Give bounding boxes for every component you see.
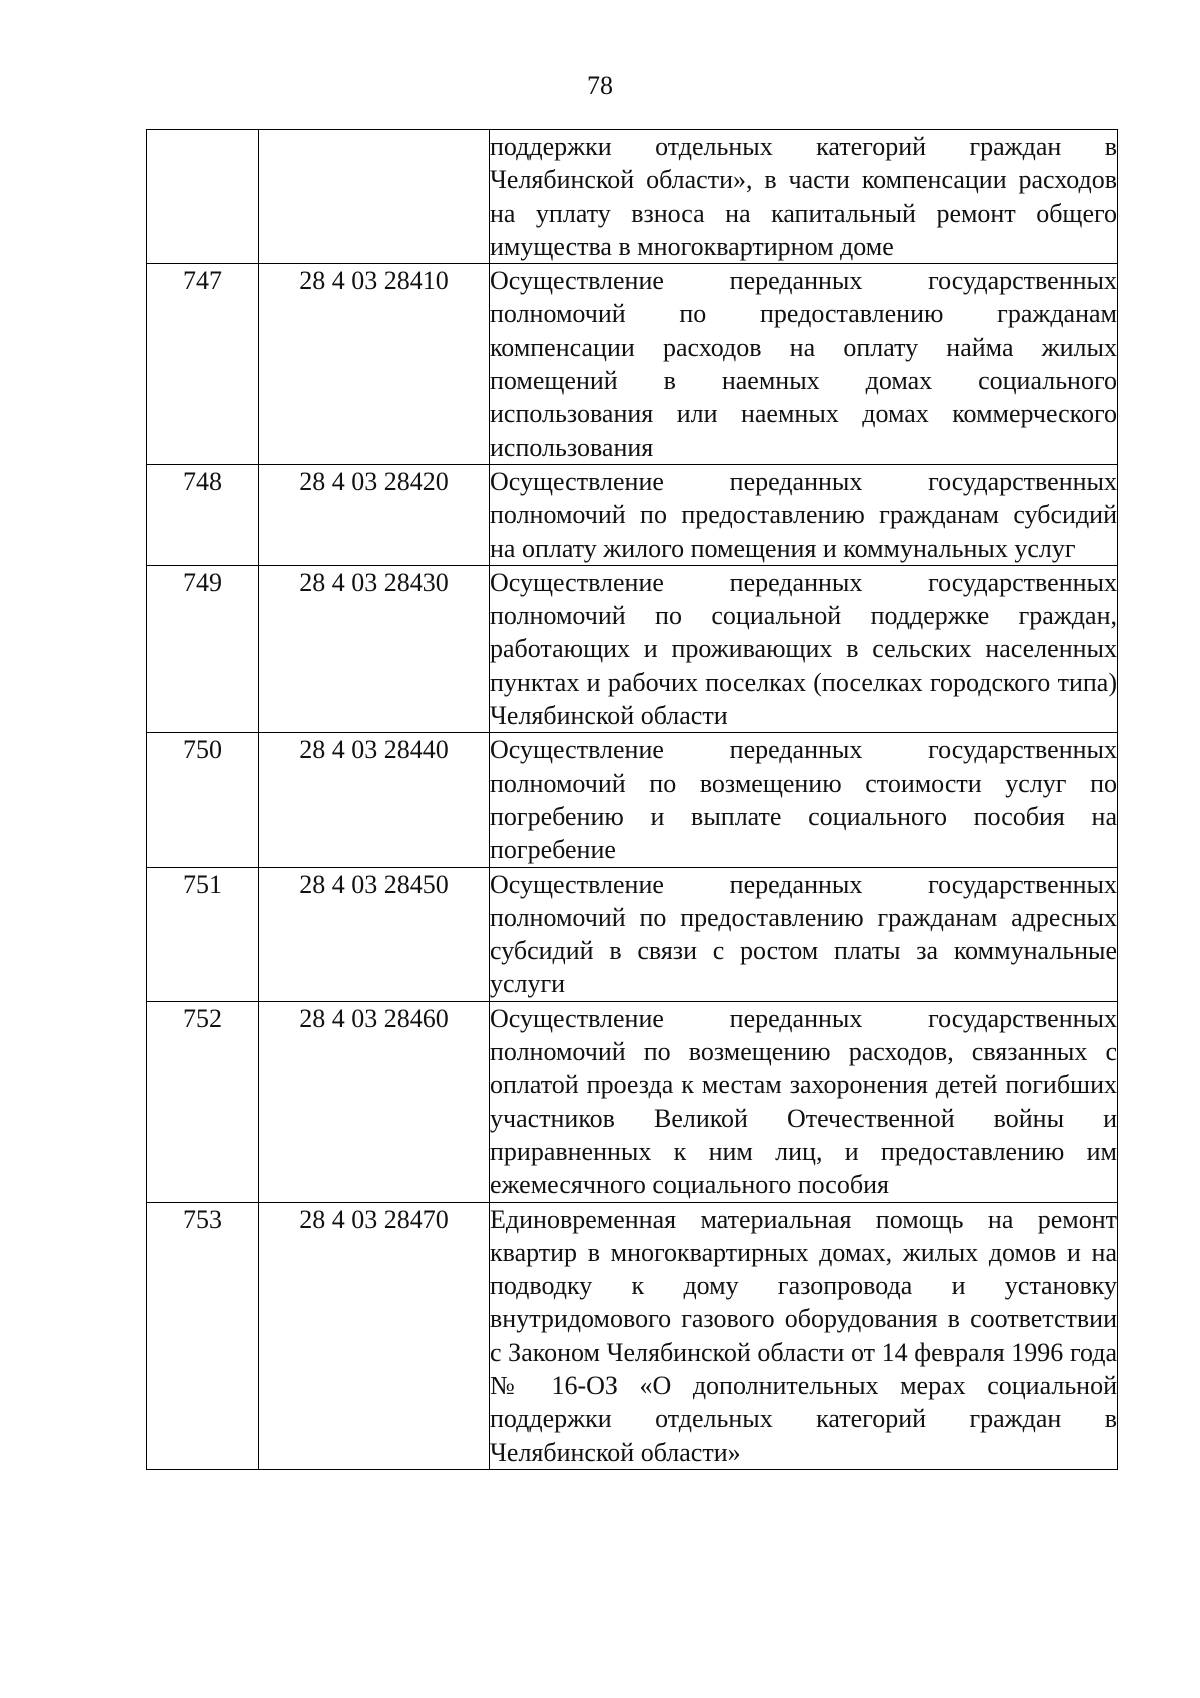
row-number-cell: 753 [147,1202,259,1469]
budget-code-cell: 28 4 03 28450 [259,867,490,1001]
budget-code-cell: 28 4 03 28440 [259,733,490,867]
row-number-cell: 748 [147,464,259,565]
row-number-cell: 751 [147,867,259,1001]
budget-code-cell [259,130,490,264]
row-number-cell: 750 [147,733,259,867]
description-cell: Осуществление переданных государственных полномочий по возмещению стоимости услуг по погребению и выплате социального пособия на погребение [490,733,1118,867]
row-number-cell: 749 [147,565,259,732]
table-row [147,1202,1118,1469]
table-row [147,867,1118,1001]
table-row [147,464,1118,565]
budget-code-cell: 28 4 03 28470 [259,1202,490,1469]
budget-code-cell: 28 4 03 28410 [259,264,490,465]
description-cell: Осуществление переданных государственных полномочий по предоставлению гражданам адресных субсидий в связи с ростом платы за коммунальные услуги [490,867,1118,1001]
description-cell: Осуществление переданных государственных полномочий по возмещению расходов, связанных с оплатой проезда к местам захоронения детей погибших участников Великой Отечественной войны и приравненных к ним лиц, и предоставлению им ежемесячного социального пособия [490,1001,1118,1202]
table-row [147,1001,1118,1202]
description-cell: Осуществление переданных государственных полномочий по предоставлению гражданам компенсации расходов на оплату найма жилых помещений в наемных домах социального использования или наемных домах коммерческого использования [490,264,1118,465]
description-cell: Осуществление переданных государственных полномочий по социальной поддержке граждан, работающих и проживающих в сельских населенных пунктах и рабочих поселках (поселках городского типа) Челябинской области [490,565,1118,732]
table-row [147,565,1118,732]
budget-code-cell: 28 4 03 28460 [259,1001,490,1202]
table-row [147,733,1118,867]
page-number: 78 [587,71,613,100]
budget-code-table [146,129,1118,1470]
table-row [147,130,1118,264]
table-row [147,264,1118,465]
row-number-cell: 747 [147,264,259,465]
description-cell: Единовременная материальная помощь на ремонт квартир в многоквартирных домах, жилых домов и на подводку к дому газопровода и установку внутридомового газового оборудования в соответствии с Законом Челябинской области от 14 февраля 1996 года № 16-ОЗ «О дополнительных мерах социальной поддержки отдельных категорий граждан в Челябинской области» [490,1202,1118,1469]
description-cell: поддержки отдельных категорий граждан в Челябинской области», в части компенсации расходов на уплату взноса на капитальный ремонт общего имущества в многоквартирном доме [490,130,1118,264]
row-number-cell [147,130,259,264]
budget-code-cell: 28 4 03 28420 [259,464,490,565]
row-number-cell: 752 [147,1001,259,1202]
budget-code-cell: 28 4 03 28430 [259,565,490,732]
description-cell: Осуществление переданных государственных полномочий по предоставлению гражданам субсидий на оплату жилого помещения и коммунальных услуг [490,464,1118,565]
